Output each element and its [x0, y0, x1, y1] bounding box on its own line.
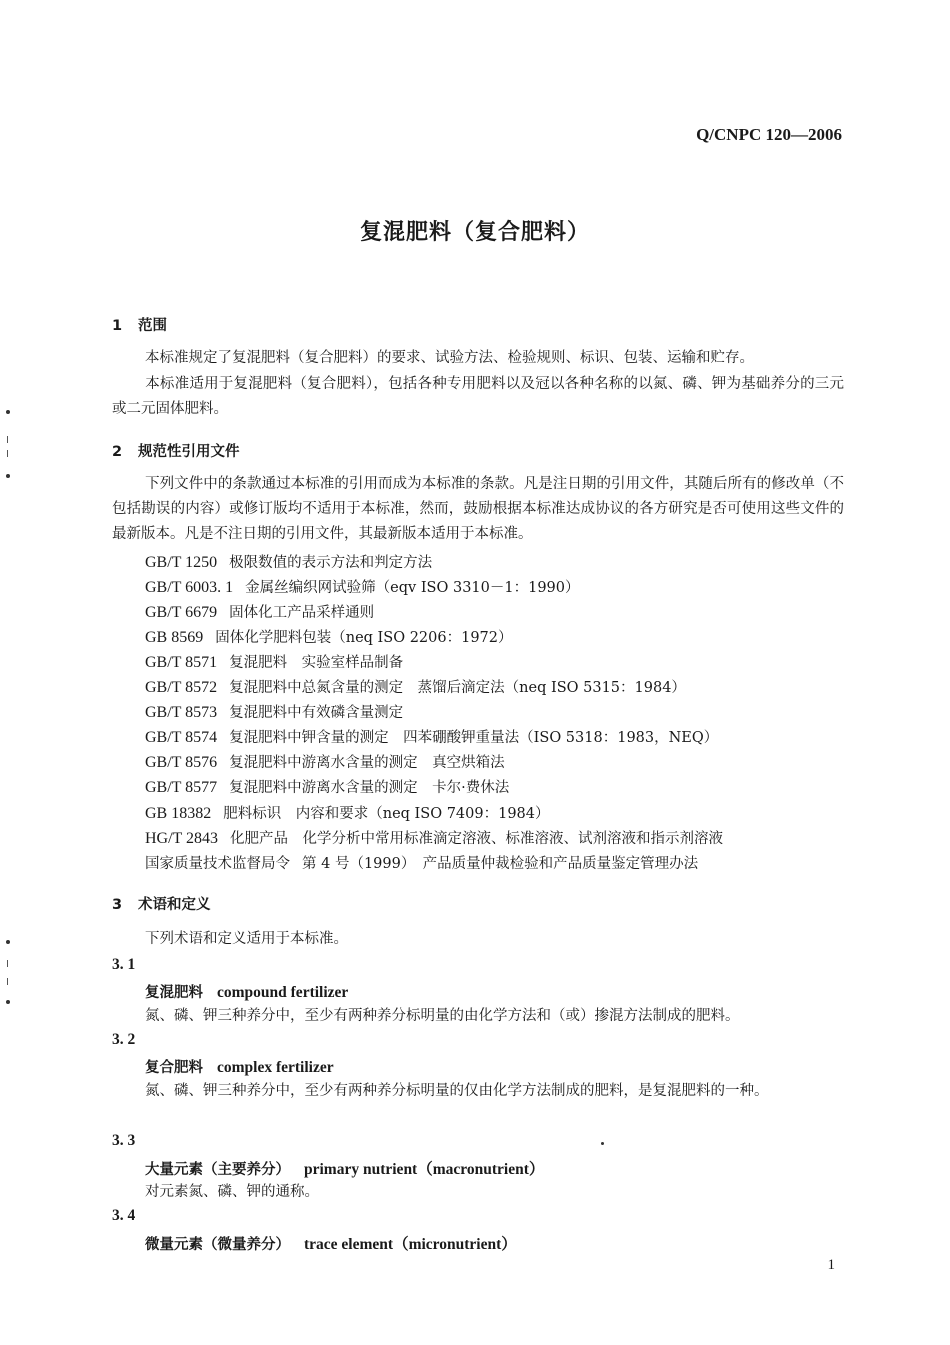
document-title: 复混肥料（复合肥料） [359, 220, 590, 245]
term-number: 3. 1 [112, 956, 136, 973]
term-name: 微量元素（微量养分） trace element（micronutrient） [145, 1236, 517, 1253]
reference-item: GB 8569 固体化学肥料包装（neq ISO 2206：1972） [145, 629, 513, 646]
section-1-heading: 1 范围 [112, 318, 167, 334]
reference-item: GB/T 8572 复混肥料中总氮含量的测定 蒸馏后滴定法（neq ISO 5315：1984） [145, 679, 686, 696]
term-definition: 氮、磷、钾三种养分中，至少有两种养分标明量的仅由化学方法制成的肥料，是复混肥料的一种。 [145, 1083, 769, 1099]
page-number: 1 [827, 1257, 835, 1273]
reference-item: GB/T 6003. 1 金属丝编织网试验筛（eqv ISO 3310－1：1990） [145, 579, 580, 596]
term-definition: 对元素氮、磷、钾的通称。 [145, 1184, 319, 1200]
section-3-intro: 下列术语和定义适用于本标准。 [145, 931, 348, 947]
reference-item: GB/T 8577 复混肥料中游离水含量的测定 卡尔·费休法 [145, 779, 510, 796]
section-2-intro: 下列文件中的条款通过本标准的引用而成为本标准的条款。凡是注日期的引用文件，其随后所有的修改单（不包括勘误的内容）或修订版均不适用于本标准，然而，鼓励根据本标准达成协议的各方研究是否可使用这些文件的最新版本。凡是不注日期的引用文件，其最新版本适用于本标准。 [112, 476, 844, 542]
scan-speck [6, 474, 10, 478]
scan-speck [7, 450, 8, 457]
term-name: 复合肥料 complex fertilizer [145, 1059, 334, 1076]
term-number: 3. 4 [112, 1207, 136, 1224]
reference-item: GB 18382 肥料标识 内容和要求（neq ISO 7409：1984） [145, 805, 550, 822]
reference-item: GB/T 8574 复混肥料中钾含量的测定 四苯硼酸钾重量法（ISO 5318：1983，NEQ） [145, 729, 719, 746]
reference-item: GB/T 6679 固体化工产品采样通则 [145, 604, 375, 621]
reference-item: GB/T 8573 复混肥料中有效磷含量测定 [145, 704, 404, 721]
term-definition: 氮、磷、钾三种养分中，至少有两种养分标明量的由化学方法和（或）掺混方法制成的肥料。 [145, 1008, 740, 1024]
section-3-heading: 3 术语和定义 [112, 897, 211, 913]
term-number: 3. 3 [112, 1132, 136, 1149]
reference-item: GB/T 8576 复混肥料中游离水含量的测定 真空烘箱法 [145, 754, 505, 771]
scan-speck [6, 1000, 10, 1004]
reference-item: HG/T 2843 化肥产品 化学分析中常用标准滴定溶液、标准溶液、试剂溶液和指示剂溶液 [145, 830, 724, 847]
term-name: 复混肥料 compound fertilizer [145, 984, 349, 1001]
standard-code: Q/CNPC 120—2006 [696, 125, 842, 144]
scan-speck [601, 1142, 604, 1145]
section-1-para-2: 本标准适用于复混肥料（复合肥料），包括各种专用肥料以及冠以各种名称的以氮、磷、钾为基础养分的三元或二元固体肥料。 [112, 376, 844, 417]
section-1-para-1: 本标准规定了复混肥料（复合肥料）的要求、试验方法、检验规则、标识、包装、运输和贮存。 [145, 350, 754, 366]
scan-speck [7, 978, 8, 985]
scan-speck [7, 436, 8, 443]
term-number: 3. 2 [112, 1031, 136, 1048]
term-name: 大量元素（主要养分） primary nutrient（macronutrient） [145, 1161, 545, 1178]
scan-speck [7, 960, 8, 967]
section-2-heading: 2 规范性引用文件 [112, 444, 240, 460]
scan-speck [6, 940, 10, 944]
reference-item: GB/T 8571 复混肥料 实验室样品制备 [145, 654, 404, 671]
scan-speck [6, 410, 10, 414]
reference-item: GB/T 1250 极限数值的表示方法和判定方法 [145, 554, 433, 571]
reference-item: 国家质量技术监督局令 第 4 号（1999） 产品质量仲裁检验和产品质量鉴定管理办法 [145, 856, 699, 872]
